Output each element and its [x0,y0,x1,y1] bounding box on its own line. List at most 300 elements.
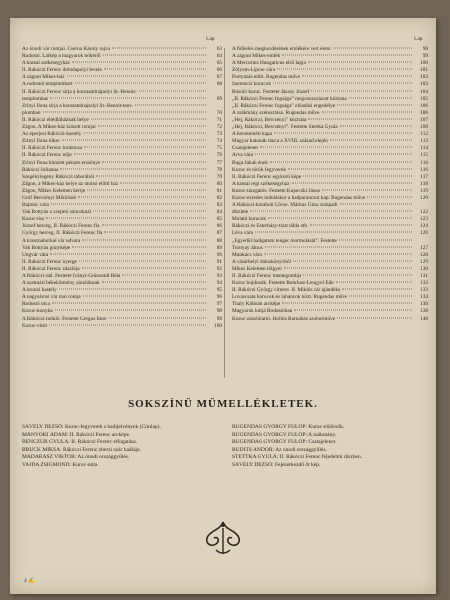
toc-entry-title: A bronzi kastély [22,287,57,294]
toc-entry-title: Tornyay János [232,244,263,251]
toc-entry [22,266,222,273]
page-column-label: Lap [414,36,423,42]
toc-entry [232,316,428,323]
toc-entry [22,60,222,67]
toc-entry-title: Zrínyi Ilona sírja a konstantinápolyi St.-Benoit-tem- [22,102,133,109]
toc-entry [22,174,222,181]
toc-entry-page: 73 [216,131,222,138]
toc-entry-page: 65 [216,60,222,67]
dot-leader [74,154,206,155]
toc-entry-title: Csatajelenet [232,145,258,152]
toc-entry-title: A nagysárosi vár mai romja [22,294,81,301]
toc-entry-page: 140 [420,315,428,322]
dot-leader [260,147,412,148]
dot-leader [294,310,412,311]
toc-entry-title: József herceg, II. Rákóczi Ferenc fia [22,223,100,230]
dot-leader [96,175,206,176]
toc-entry-page: 114 [420,145,428,152]
dot-leader [135,104,206,105]
dot-leader [49,324,206,325]
toc-entry-title: A kecskeméti kapa [232,131,273,138]
plate-entry: VAJDA ZSIGMOND: Kuruc-nóta. [22,461,99,468]
page-column-label: Lap [206,36,215,42]
toc-entry [22,238,222,245]
toc-entry [22,160,222,167]
toc-entry [232,60,428,67]
toc-entry-page: 117 [420,173,428,180]
toc-entry-page: 75 [216,145,222,152]
toc-entry-page: 86 [216,223,222,230]
toc-entry [22,287,222,294]
dot-leader [51,204,206,205]
toc-entry-title: Léva vára [232,230,254,237]
toc-entry [232,89,428,96]
toc-entry-page: 115 [420,152,428,159]
toc-entry-page: 131 [420,273,428,279]
dot-leader [98,126,206,127]
toc-entry [232,110,428,117]
toc-entry-title: Magyarok kútja Rodostóban [232,308,293,315]
toc-entry-page: 100 [420,60,428,67]
toc-entry-page: 64 [216,53,222,60]
dot-leader [102,225,206,226]
toc-entry-title: Árva vára [232,152,254,159]
plate-entry: RUGENDAS GYÖRGY FÜLÖP: A zsákmány. [232,431,337,438]
toc-entry-title: II. Rákóczi Ferenc sírja a konstantinápolyi St.-Benoit- [22,88,137,95]
toc-entry [232,117,428,124]
toc-entry-title: Kuruc és török fegyverek [232,166,286,173]
toc-entry-title: Vak Bottyán a szepesi sáncoknál [22,209,92,216]
toc-entry-title: II. Rákóczi Ferenc mentegombja [232,273,302,279]
toc-entry-page: 130 [420,265,428,272]
toc-entry-page: 78 [216,166,222,173]
toc-entry-title: Zrínyi Ilona tükre [22,138,60,145]
dot-leader [60,168,206,169]
dot-leader [91,118,206,119]
toc-entry-page: 105 [420,95,428,102]
dot-leader [270,161,412,162]
toc-entry-page: 89 [216,244,222,251]
dot-leader [282,55,412,56]
toc-entry-title: Kuruc-zászlótartó. Hollós Barnabás szobormüve [232,315,335,322]
dot-leader [349,296,412,297]
section-title: SOKSZÍNÜ MÜMELLÉKLETEK. [128,398,318,410]
toc-entry-page: 134 [420,294,428,301]
toc-entry-title: Zágon, a Mikes-ház helye az utolsó előtti ház [22,180,119,187]
toc-entry [22,230,222,237]
toc-entry-page: 123 [420,216,428,223]
dot-leader [268,218,412,219]
toc-left-column [22,46,222,330]
toc-entry-title: A krasznahorkai vár udvara [22,237,81,244]
dot-leader [340,204,412,205]
toc-entry [232,273,428,280]
toc-entry-page: 99 [422,53,428,60]
toc-entry-page: 70 [216,109,222,116]
dot-leader [367,196,412,197]
dot-leader [84,147,206,148]
toc-entry-title: Zrínyi Ilona hímzett pénzes erszénye [22,159,101,166]
toc-entry-page: 68 [216,81,222,88]
toc-entry-title: Vak Bottyán gúnyképe [22,244,71,251]
plate-entry: MADARÁSZ VIKTOR: Az ónodi országgyűlés. [22,454,130,460]
toc-entry-title: Mulató kurucok [232,216,266,223]
toc-entry-page: 87 [216,230,222,237]
toc-entry [232,230,428,237]
dot-leader [67,76,206,77]
toc-entry-page: 85 [216,216,222,223]
toc-entry [22,181,222,188]
toc-entry-title: A zágoni Mikes-ház [22,74,65,81]
toc-entry [22,323,222,330]
toc-entry [22,209,222,216]
toc-entry [22,195,222,202]
toc-entry-page: 126 [420,230,428,237]
dot-leader [310,225,412,226]
dot-leader [139,90,206,91]
dot-leader [72,246,206,247]
toc-entry [22,131,222,138]
toc-entry [232,238,428,245]
document-page [10,18,436,594]
plate-entry: RUDITS ANDOR: Az ónodi országgyűlés. [232,446,327,453]
dot-leader [82,267,206,268]
dot-leader [255,154,412,155]
toc-entry [22,53,222,60]
toc-entry-title: Bajmóc vára [22,202,49,209]
dot-leader [46,218,206,219]
dot-leader [50,97,206,98]
dot-leader [288,168,412,169]
dot-leader [72,62,206,63]
toc-entry-page: 63 [216,46,222,52]
toc-entry-title: Ungvár vára [22,251,49,258]
dot-leader [52,303,206,304]
toc-entry-page: 97 [216,301,222,308]
toc-entry [232,259,428,266]
plate-entry: BRUCK MIKSA: Rákóczi Ferenc zberzi szár hadlája. [22,446,141,453]
toc-entry-page: 96 [216,294,222,301]
toc-entry [232,287,428,294]
toc-entry [232,280,428,287]
toc-entry [22,74,222,81]
toc-entry-title: II. Rákóczi György címere. II. Miklós cár ajándéka [232,287,341,294]
toc-entry [22,152,222,159]
dot-leader [337,317,412,318]
toc-entry-title: Zólyom-Lipcse vára [232,67,276,74]
dot-leader [59,289,206,290]
toc-entry-title: II. Rákóczi Ferenc nője [22,152,72,159]
toc-entry-page: 133 [420,287,428,294]
toc-entry-title: Gróf Bercsényi Miklósné [22,194,76,201]
dot-leader [292,182,412,183]
dot-leader [87,189,206,190]
toc-entry-title: A kassai régi székesegyház [232,180,290,187]
toc-entry [22,89,222,96]
toc-entry [22,216,222,223]
toc-entry [232,252,428,259]
toc-entry-page: 74 [216,138,222,145]
toc-entry-title: Kuruc-ezredes induláskor a hadparancsot kap. Rugendas műve [232,194,366,201]
dot-leader [79,260,206,261]
plate-entry: RUGENDAS GYÖRGY FÜLÖP: Csatajelenet. [232,439,337,445]
toc-entry-title: „Egyedül hallgatom tenger mormolását”. Festette [232,237,337,244]
dot-leader [120,182,206,183]
toc-entry [22,67,222,74]
toc-entry-title: Rodostó. Látkép a magyarok telkéről [22,53,101,60]
toc-entry [22,103,222,110]
toc-entry [22,223,222,230]
toc-entry [232,96,428,103]
dot-leader [322,189,412,190]
dot-leader [277,69,412,70]
dot-leader [255,232,412,233]
toc-entry-page: 90 [216,251,222,258]
toc-entry [22,96,222,103]
toc-entry-title: II. Rákóczi Ferenc dréndapolyi levele [22,67,102,74]
toc-entry [22,252,222,259]
toc-entry-title: II. Rákóczi ebédlőháznak helye [22,116,89,123]
toc-entry [22,245,222,252]
toc-entry [22,188,222,195]
toc-right-column [232,46,428,323]
toc-entry-page: 81 [216,187,222,194]
toc-entry [232,245,428,252]
toc-entry-page: 99 [216,315,222,322]
toc-entry-title: Munkács vára [232,251,262,258]
toc-entry-title: Kuruc-tárogatós. Festette Kupeczki János [232,187,321,194]
toc-entry-page: 112 [420,131,428,138]
dot-leader [62,140,206,141]
toc-entry [232,195,428,202]
dot-leader [337,104,412,105]
toc-entry [232,209,428,216]
toc-entry-title: A Rákóczi-induló. Festette Gregus Imre [22,315,107,322]
toc-entry [22,145,222,152]
toc-entry-title: „Hej, Rákóczi, Bercsényi” kézirata [232,116,307,123]
toc-entry [232,53,428,60]
toc-entry-page: 66 [216,67,222,74]
toc-entry-page: 83 [216,202,222,209]
toc-entry-title: A szatmári békekötmény zászlóknak [22,280,100,287]
toc-entry-title: Kuruc-tisz [22,216,45,223]
toc-entry-page: 84 [216,209,222,216]
toc-entry-page: 72 [216,124,222,131]
dot-leader [103,55,206,56]
dot-leader [122,275,206,276]
toc-entry-title: Buga Jakab ének [232,159,268,166]
toc-entry-page: 116 [420,166,428,173]
toc-entry-title: „II. Rákóczi Ferenc fogsága” megcenzurázott kézirata [232,95,347,102]
dot-leader [43,111,206,112]
toc-entry-page: 122 [420,209,428,216]
toc-entry-page: 102 [420,74,428,81]
toc-entry-title: Kuruc-konyha [22,308,53,315]
toc-entry-title: A zsákmány szétosztása. Rugendas műve [232,109,320,116]
dot-leader [293,260,412,261]
toc-entry-page: 76 [216,152,222,159]
toc-entry-page: 69 [216,95,222,102]
toc-entry-title: plomban [22,109,41,116]
toc-entry [22,110,222,117]
toc-entry [22,167,222,174]
toc-entry-page: 120 [420,194,428,201]
toc-entry-page: 107 [420,116,428,123]
toc-entry [232,216,428,223]
dot-leader [284,267,412,268]
toc-entry-page: 91 [216,258,222,265]
toc-entry [232,167,428,174]
dot-leader [83,296,206,297]
toc-entry [22,202,222,209]
dot-leader [330,140,412,141]
toc-entry-title: „II. Rákóczi Ferenc fogsága” előadási engedélye [232,102,336,109]
dot-leader [349,97,412,98]
toc-entry-title: Zágon, Mikes Kelemen kertje [22,187,86,194]
dot-leader [273,83,412,84]
dot-leader [104,69,206,70]
plate-entry: STETTKA GYULA: II. Rákóczi Ferenc fejedelmi díszben. [232,454,363,460]
toc-entry-title: A zágoni Mikes-emlék [232,53,281,60]
toc-entry-page: 98 [422,46,428,52]
toc-entry-title: „Hej, Rákóczi, Bercsényi”. Festette Stettka Gyula [232,124,338,131]
toc-entry-title: Rákóczi és Esterházy-tiszt tábla stb. [232,223,309,230]
toc-entry [22,280,222,287]
toc-entry [232,266,428,273]
toc-entry [232,174,428,181]
dot-leader [308,62,412,63]
toc-entry-title: Zágon. A Mikes-ház kiásott romjai [22,124,96,131]
toc-entry-title: Az ónodi vár romjai. Cserna Károly rajza [22,46,110,52]
toc-entry [22,294,222,301]
toc-entry [22,138,222,145]
dot-leader [265,246,412,247]
toc-entry-title: Lovascsata kurucok és labancok közt. Rugendas műve [232,294,348,301]
toc-entry-title: Kuruc-vitéz [22,322,48,329]
toc-entry-page: 104 [420,88,428,95]
toc-entry-page: 98 [216,308,222,315]
toc-entry-page: 92 [216,265,222,272]
toc-entry-title: A Rákóczi-dal. Festette Iványi-Grünwald Béla [22,273,121,279]
toc-entry-title: díszlete [232,209,249,216]
plates-right-list [232,424,428,469]
toc-entry [232,308,428,315]
dot-leader [333,48,412,49]
toc-entry [22,308,222,315]
dot-leader [303,275,412,276]
toc-entry-title: Rodostó utca [22,301,50,308]
toc-entry-title: Kuruc bujdosók. Festette Reinfuss-Lengyel Ede [232,280,334,287]
toc-entry-title: Szerencsi kurucok [232,81,271,88]
toc-entry [232,103,428,110]
toc-entry-page: 132 [420,280,428,287]
toc-entry [232,223,428,230]
dot-leader [50,253,206,254]
toc-entry-page: 118 [420,180,428,187]
plate-entry: RUGENDAS GYÖRGY FÜLÖP: Kuruc-előőrsök. [232,424,345,430]
dot-leader [336,282,412,283]
dot-leader [75,83,206,84]
toc-entry-page: 71 [216,116,222,123]
toc-entry-title: Magyar katonák tánca a XVIII. század elején [232,138,328,145]
toc-entry-title: Thaly Kálmán arcképe [232,301,281,308]
toc-entry [232,124,428,131]
dot-leader [308,118,412,119]
toc-entry-page: 80 [216,180,222,187]
dot-leader [311,90,412,91]
dot-leader [274,133,412,134]
toc-entry-title: György herceg, II. Rákóczi Ferenc fia [22,230,103,237]
dot-leader [340,126,412,127]
dot-leader [322,111,412,112]
plates-left-list [22,424,228,469]
toc-entry-page: 93 [216,273,222,279]
toc-entry [232,74,428,81]
toc-entry [232,46,428,53]
toc-entry-title: Búsuló kuruc. Festette Jászay József [232,88,310,95]
toc-entry [22,81,222,88]
toc-entry-page: 119 [420,187,428,194]
toc-entry [22,46,222,53]
toc-entry-page: 88 [216,237,222,244]
toc-entry-page: 82 [216,194,222,201]
toc-entry-title: Rákóczi Julianna [22,166,59,173]
ornament-icon [200,518,246,558]
toc-entry-title: II. Rákóczi Ferenc egykorú képe [232,173,302,180]
toc-entry [22,301,222,308]
toc-entry-page: 129 [420,258,428,265]
toc-entry-title: A Rákóczi-koraboli Lőcse. Márkus Géza színpadi [232,202,338,209]
column-divider [224,48,225,378]
toc-entry-title: Portyázás előtt. Rugendas műve [232,74,300,81]
dot-leader [342,289,412,290]
toc-entry-title: Az eperjesi Rákóczi-kastély [22,131,82,138]
dot-leader [104,232,206,233]
toc-entry [232,301,428,308]
plate-entry: SÁVELY DEZSŐ: Fejezetkezdő öt kép. [232,461,321,468]
dot-leader [302,76,412,77]
toc-entry-title: Szegénylegény Rákóczi táborából [22,173,95,180]
toc-entry-title: II. Rákóczi Ferenc zászlója [22,265,80,272]
plate-entry: MÁNYOKI ÁDÁM: II. Rákóczi Ferenc arcképe. [22,431,131,438]
toc-entry-page: 103 [420,81,428,88]
toc-entry [232,138,428,145]
toc-entry [232,145,428,152]
toc-entry-title: II. Rákóczi Ferenc nyerge [22,258,77,265]
toc-entry-page: 77 [216,159,222,166]
toc-entry-page: 101 [420,67,428,74]
page-footer: 4 ✍ [24,578,35,584]
toc-entry-page: 138 [420,308,428,315]
toc-entry-title: A rodostói templomkert [22,81,73,88]
dot-leader [303,175,412,176]
toc-entry [22,124,222,131]
dot-leader [264,253,412,254]
toc-entry-title: Mikes Kelemen tőlgyei [232,265,282,272]
dot-leader [250,211,412,212]
toc-entry-page: 106 [420,109,428,116]
dot-leader [82,239,206,240]
toc-entry-title: A vásárhelyi daloskönyvből [232,258,292,265]
toc-entry-title: A kassai székesegyház [22,60,70,67]
toc-entry [22,259,222,266]
toc-entry-page: 108 [420,124,428,131]
toc-entry [232,131,428,138]
toc-entry [232,160,428,167]
toc-entry-page: 100 [214,322,222,329]
dot-leader [102,282,206,283]
dot-leader [112,48,206,49]
